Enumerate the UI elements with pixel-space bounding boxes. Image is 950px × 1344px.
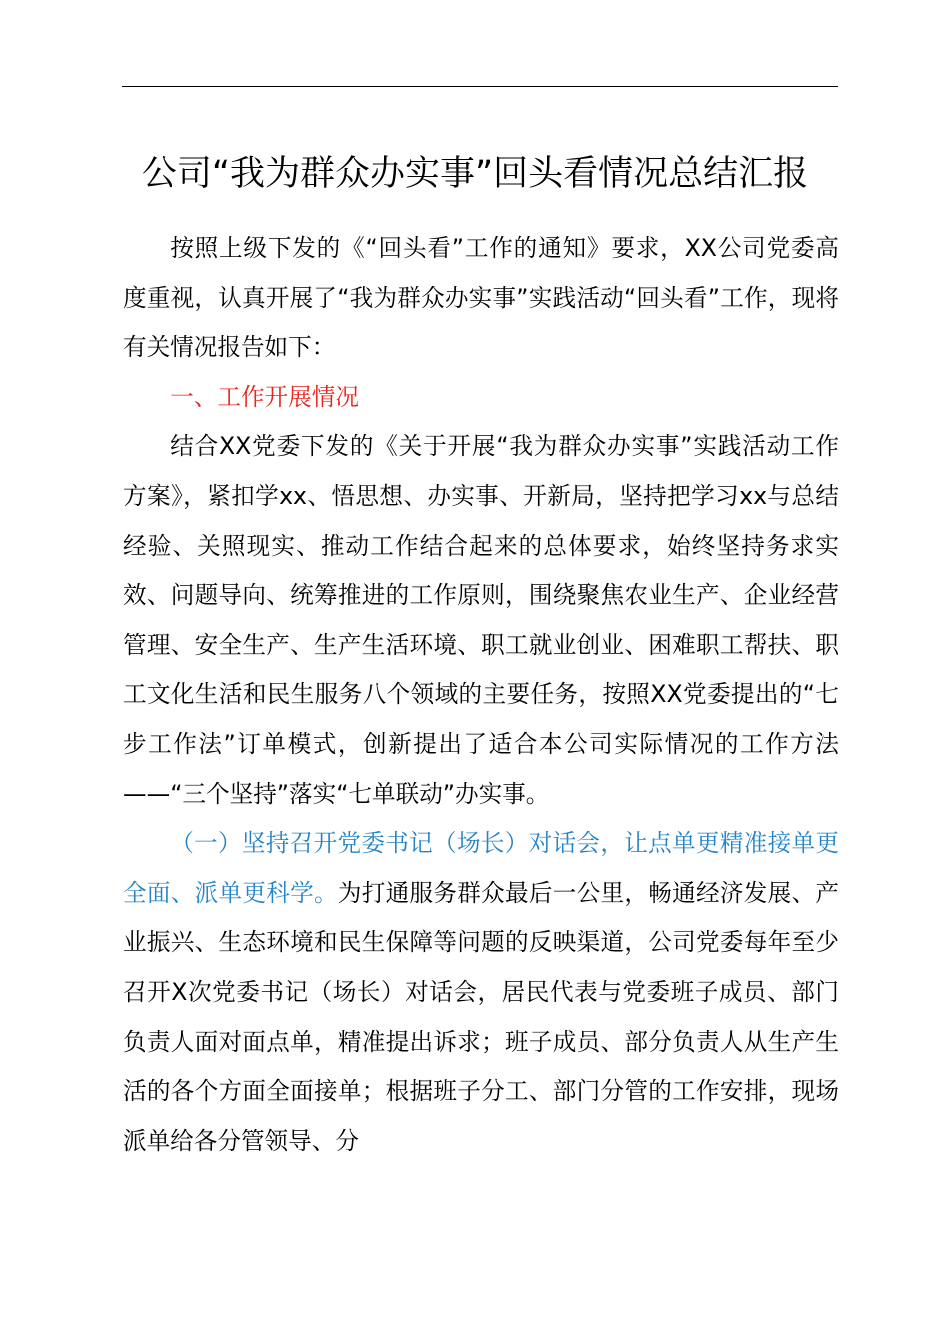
header-rule <box>122 86 838 87</box>
section-paragraph-work-status: 结合XX党委下发的《关于开展“我为群众办实事”实践活动工作方案》，紧扣学xx、悟思想、办实事、开新局，坚持把学习xx与总结经验、关照现实、推动工作结合起来的总体要求，始终坚持务求实效、问题导向、统筹推进的工作原则，围绕聚焦农业生产、企业经营管理、安全生产、生产生活环境、职工就业创业、困难职工帮扶、职工文化生活和民生服务八个领域的主要任务，按照XX党委提出的“七步工作法”订单模式，创新提出了适合本公司实际情况的工作方法——“三个坚持”落实“七单联动”办实事。 <box>123 432 839 808</box>
intro-paragraph: 按照上级下发的《“回头看”工作的通知》要求，XX公司党委高度重视，认真开展了“我为群众办实事”实践活动“回头看”工作，现将有关情况报告如下： <box>123 234 839 362</box>
subsection-body-dialogue: 为打通服务群众最后一公里，畅通经济发展、产业振兴、生态环境和民生保障等问题的反映渠道，公司党委每年至少召开X次党委书记（场长）对话会，居民代表与党委班子成员、部门负责人面对面点单，精准提出诉求；班子成员、部分负责人从生产生活的各个方面全面接单；根据班子分工、部门分管的工作安排，现场派单给各分管领导、分 <box>123 878 840 1155</box>
document-body <box>123 224 839 1166</box>
subsection-heading-dialogue: （一）坚持召开党委书记（场长）对话会，让点单更精准接单更全面、派单更科学。 <box>123 829 839 907</box>
section-heading-work-status: 一、工作开展情况 <box>170 382 359 411</box>
subsection-paragraph-dialogue <box>123 819 839 1166</box>
document-title: 公司“我为群众办实事”回头看情况总结汇报 <box>141 154 809 194</box>
